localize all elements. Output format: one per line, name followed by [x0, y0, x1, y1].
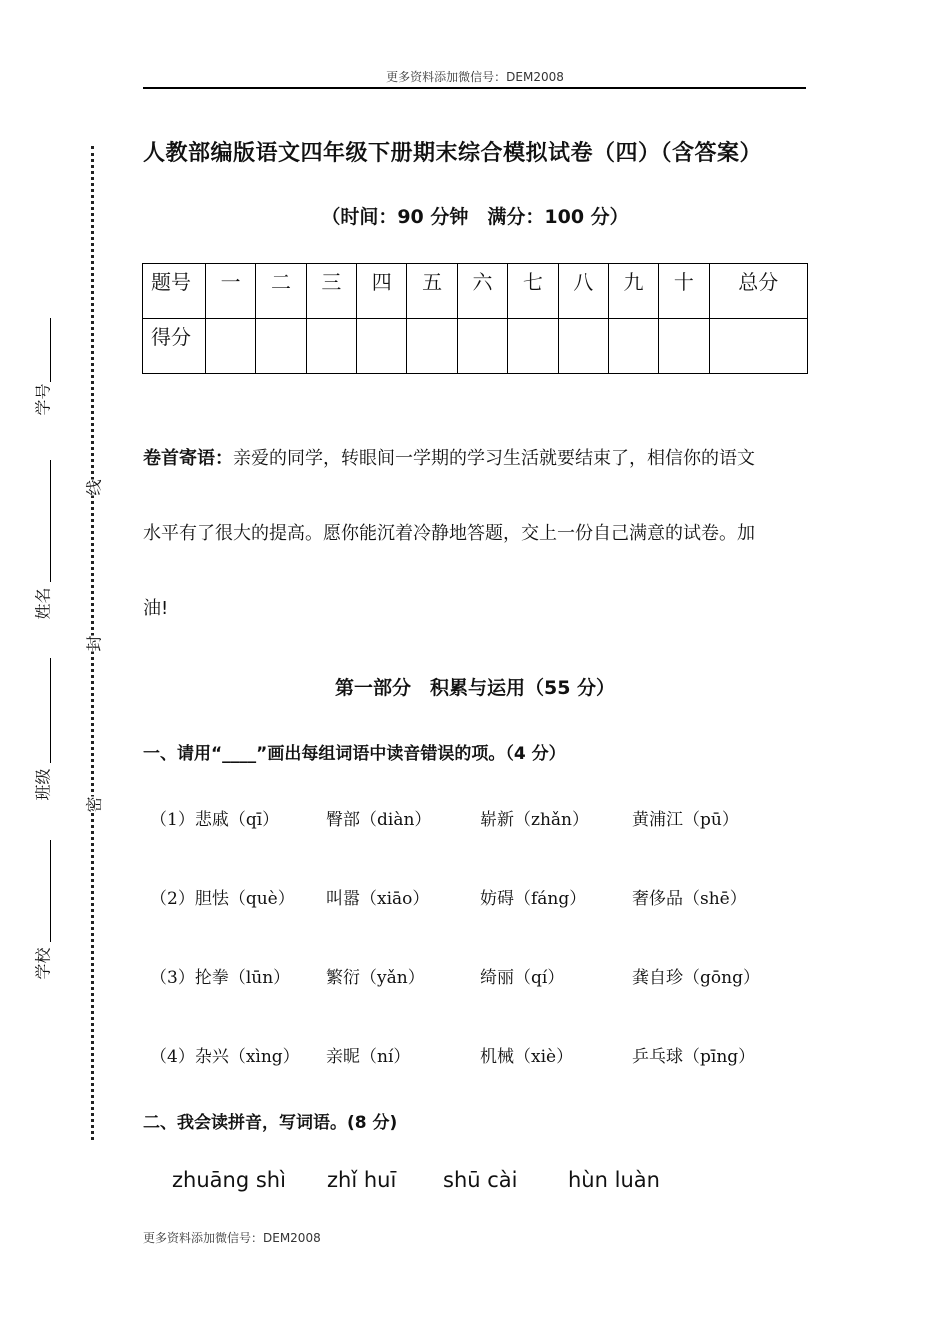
q1-item[interactable]: （1）悲戚（qī） [150, 810, 280, 830]
pinyin-item: shū cài [443, 1168, 518, 1192]
score-cell-total[interactable] [709, 319, 807, 374]
q1-item[interactable]: （3）抡拳（lūn） [150, 968, 291, 988]
score-cell[interactable] [306, 319, 356, 374]
score-cell[interactable] [608, 319, 658, 374]
q1-item[interactable]: 机械（xiè） [480, 1047, 574, 1067]
score-table-col-total: 总分 [709, 264, 807, 319]
q1-item[interactable]: 绮丽（qí） [480, 968, 565, 988]
page-title: 人教部编版语文四年级下册期末综合模拟试卷（四）（含答案） [143, 141, 763, 166]
q1-item[interactable]: 臀部（diàn） [326, 810, 432, 830]
score-cell[interactable] [508, 319, 558, 374]
intro-text-1: 亲爱的同学，转眼间一学期的学习生活就要结束了，相信你的语文 [233, 448, 755, 469]
marker-seal: 封 [82, 635, 105, 651]
intro-line-3: 油! [143, 598, 169, 619]
score-table-score-row [143, 319, 808, 374]
score-table-col: 二 [256, 264, 306, 319]
score-table-header-label: 题号 [143, 264, 206, 319]
q1-item[interactable]: 龚自珍（gōng） [632, 968, 760, 988]
blank-student-id[interactable] [50, 318, 51, 382]
q1-item[interactable]: 黄浦江（pū） [632, 810, 739, 830]
q1-item[interactable]: 奢侈品（shē） [632, 889, 747, 909]
blank-school[interactable] [50, 840, 51, 942]
q1-item[interactable]: （4）杂兴（xìng） [150, 1047, 300, 1067]
score-table-col: 四 [357, 264, 407, 319]
score-cell[interactable] [659, 319, 709, 374]
label-name: 姓名 [33, 587, 53, 620]
blank-name[interactable] [50, 460, 51, 582]
intro-lead: 卷首寄语： [143, 448, 233, 469]
label-school: 学校 [33, 947, 53, 980]
q1-item[interactable]: 繁衍（yǎn） [326, 968, 425, 988]
score-table-score-label: 得分 [143, 319, 206, 374]
score-cell[interactable] [206, 319, 256, 374]
intro-line-2: 水平有了很大的提高。愿你能沉着冷静地答题，交上一份自己满意的试卷。加 [143, 523, 755, 544]
q1-item[interactable]: 崭新（zhǎn） [480, 810, 589, 830]
score-table-col: 一 [206, 264, 256, 319]
score-table-col: 七 [508, 264, 558, 319]
q1-item[interactable]: 叫嚣（xiāo） [326, 889, 430, 909]
score-table-col: 八 [558, 264, 608, 319]
marker-secret: 密 [82, 796, 105, 812]
question-2-prompt: 二、我会读拼音，写词语。(8 分) [143, 1113, 398, 1133]
score-table-col: 三 [306, 264, 356, 319]
section-title: 第一部分 积累与运用（55 分） [334, 677, 616, 699]
header-rule [143, 87, 806, 89]
pinyin-item: zhuāng shì [172, 1168, 286, 1192]
label-class: 班级 [33, 768, 53, 801]
marker-line: 线 [82, 479, 105, 495]
score-table-col: 六 [457, 264, 507, 319]
footer-note: 更多资料添加微信号：DEM2008 [143, 1231, 321, 1245]
question-1-prompt: 一、请用“____”画出每组词语中读音错误的项。（4 分） [143, 744, 566, 764]
score-cell[interactable] [357, 319, 407, 374]
score-table-col: 九 [608, 264, 658, 319]
pinyin-item: zhǐ huī [327, 1168, 397, 1192]
score-table [142, 263, 808, 374]
intro-line-1 [143, 444, 803, 470]
score-cell[interactable] [558, 319, 608, 374]
q1-item[interactable]: 乒乓球（pīng） [632, 1047, 756, 1067]
score-table-col: 十 [659, 264, 709, 319]
score-cell[interactable] [407, 319, 457, 374]
score-cell[interactable] [457, 319, 507, 374]
q1-item[interactable]: （2）胆怯（què） [150, 889, 295, 909]
header-note: 更多资料添加微信号：DEM2008 [386, 70, 564, 84]
score-cell[interactable] [256, 319, 306, 374]
score-table-col: 五 [407, 264, 457, 319]
q1-item[interactable]: 亲昵（ní） [326, 1047, 411, 1067]
exam-subtitle: （时间：90 分钟 满分：100 分） [321, 206, 629, 228]
score-table-header-row [143, 264, 808, 319]
q1-item[interactable]: 妨碍（fáng） [480, 889, 587, 909]
pinyin-item: hùn luàn [568, 1168, 660, 1192]
label-student-id: 学号 [33, 383, 53, 416]
